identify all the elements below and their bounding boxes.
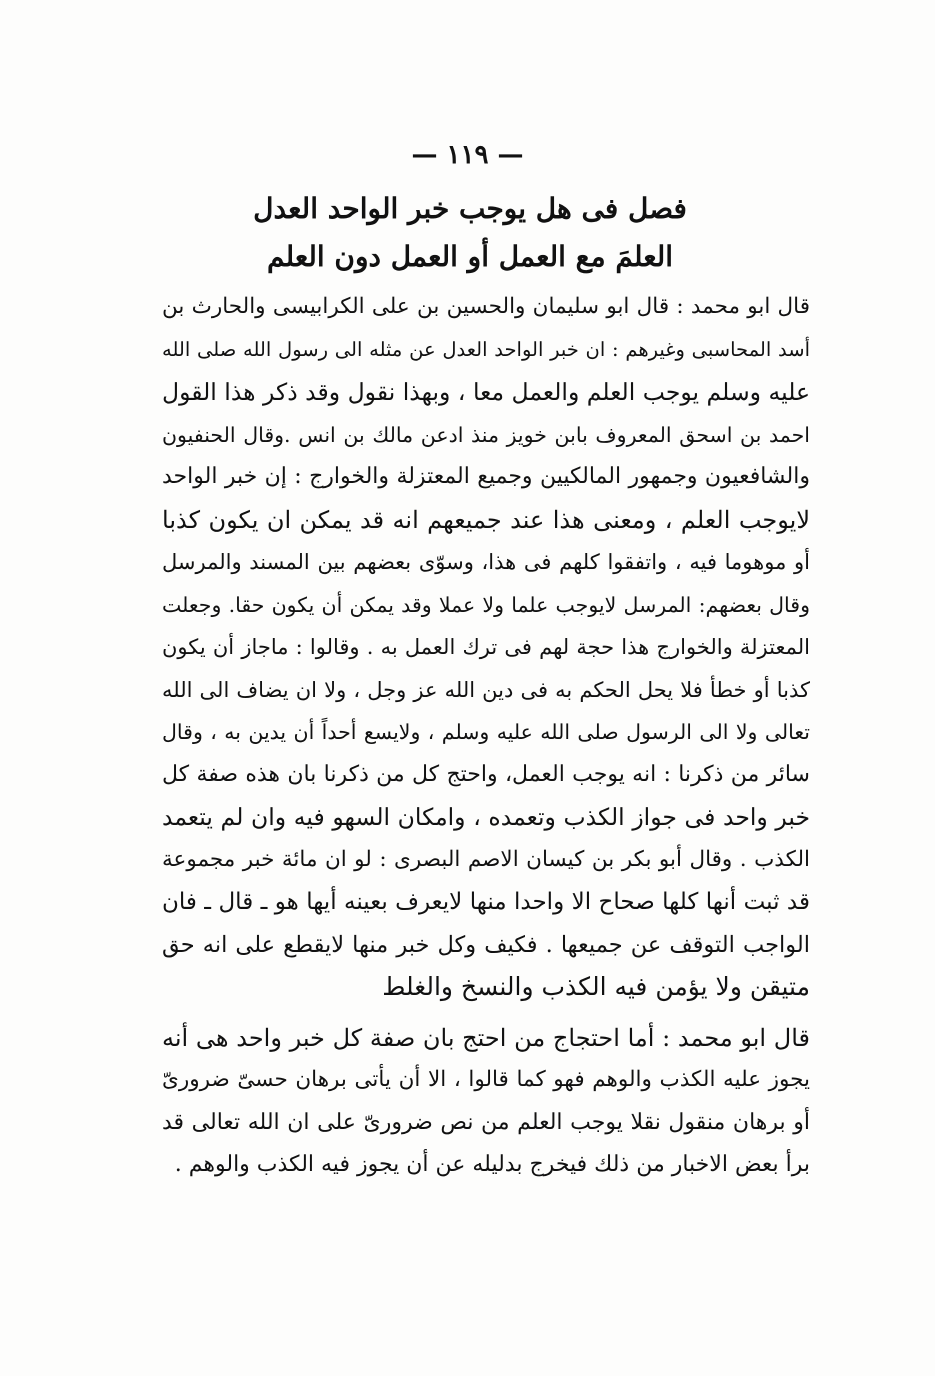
text-line: قال ابو محمد : أما احتجاج من احتج بان صفة كل خبر واحد هى أنه: [162, 1023, 810, 1052]
page-number: — ١١٩ —: [411, 140, 524, 170]
text-line: احمد بن اسحق المعروف بابن خويز منذ ادعن مالك بن انس .وقال الحنفيون: [162, 422, 810, 447]
text-line: قال ابو محمد : قال ابو سليمان والحسين بن على الكرابيسى والحارث بن: [162, 294, 810, 319]
paragraph-1: [162, 286, 810, 1009]
text-line: أسد المحاسبى وغيرهم : ان خبر الواحد العدل عن مثله الى رسول الله صلى الله: [162, 337, 810, 361]
section-heading-line-2: العلمَ مع العمل أو العمل دون العلم: [266, 240, 674, 273]
text-line: أو موهوما فيه ، واتفقوا كلهم فى هذا، وسوّى بعضهم بين المسند والمرسل: [162, 550, 810, 574]
text-line: لايوجب العلم ، ومعنى هذا عند جميعهم انه قد يمكن ان يكون كذبا: [162, 505, 810, 534]
text-line: وقال بعضهم: المرسل لايوجب علما ولا عملا وقد يمكن أن يكون حقا. وجعلت: [162, 592, 810, 617]
text-line: الواجب التوقف عن جميعها . فكيف وكل خبر منها لايقطع على انه حق: [162, 931, 810, 958]
text-line: تعالى ولا الى الرسول صلى الله عليه وسلم ، ولايسع أحداً أن يدين به ، وقال: [162, 720, 810, 744]
text-line: خبر واحد فى جواز الكذب وتعمده ، وامكان السهو فيه وان لم يتعمد: [162, 803, 810, 831]
text-line: المعتزلة والخوارج هذا حجة لهم فى ترك العمل به . وقالوا : ماجاز أن يكون: [162, 635, 810, 659]
section-heading-line-1: فصل فى هل يوجب خبر الواحد العدل: [253, 192, 687, 225]
text-line: قد ثبت أنها كلها صحاح الا واحدا منها لايعرف بعينه أيها هو ـ قال ـ فان: [162, 889, 810, 915]
text-line: متيقن ولا يؤمن فيه الكذب والنسخ والغلط: [382, 972, 810, 1001]
text-line: أو برهان منقول نقلا يوجب العلم من نص ضرورىّ على ان الله تعالى قد: [162, 1109, 810, 1135]
text-line: كذبا أو خطأ فلا يحل الحكم به فى دين الله عز وجل ، ولا ان يضاف الى الله: [162, 677, 810, 702]
text-line: عليه وسلم يوجب العلم والعمل معا ، وبهذا نقول وقد ذكر هذا القول: [162, 378, 810, 406]
body-text: [162, 286, 810, 1187]
text-line: سائر من ذكرنا : انه يوجب العمل، واحتج كل من ذكرنا بان هذه صفة كل: [162, 761, 810, 787]
text-line: برأ بعض الاخبار من ذلك فيخرج بدليله عن أن يجوز فيه الكذب والوهم .: [174, 1152, 810, 1177]
paragraph-2: [162, 1017, 810, 1187]
text-line: والشافعيون وجمهور المالكيين وجميع المعتزلة والخوارج : إن خبر الواحد: [162, 464, 810, 489]
text-line: الكذب . وقال أبو بكر بن كيسان الاصم البصرى : لو ان مائة خبر مجموعة: [162, 846, 810, 872]
text-line: يجوز عليه الكذب والوهم فهو كما قالوا ، الا أن يأتى برهان حسىّ ضرورىّ: [162, 1067, 810, 1092]
